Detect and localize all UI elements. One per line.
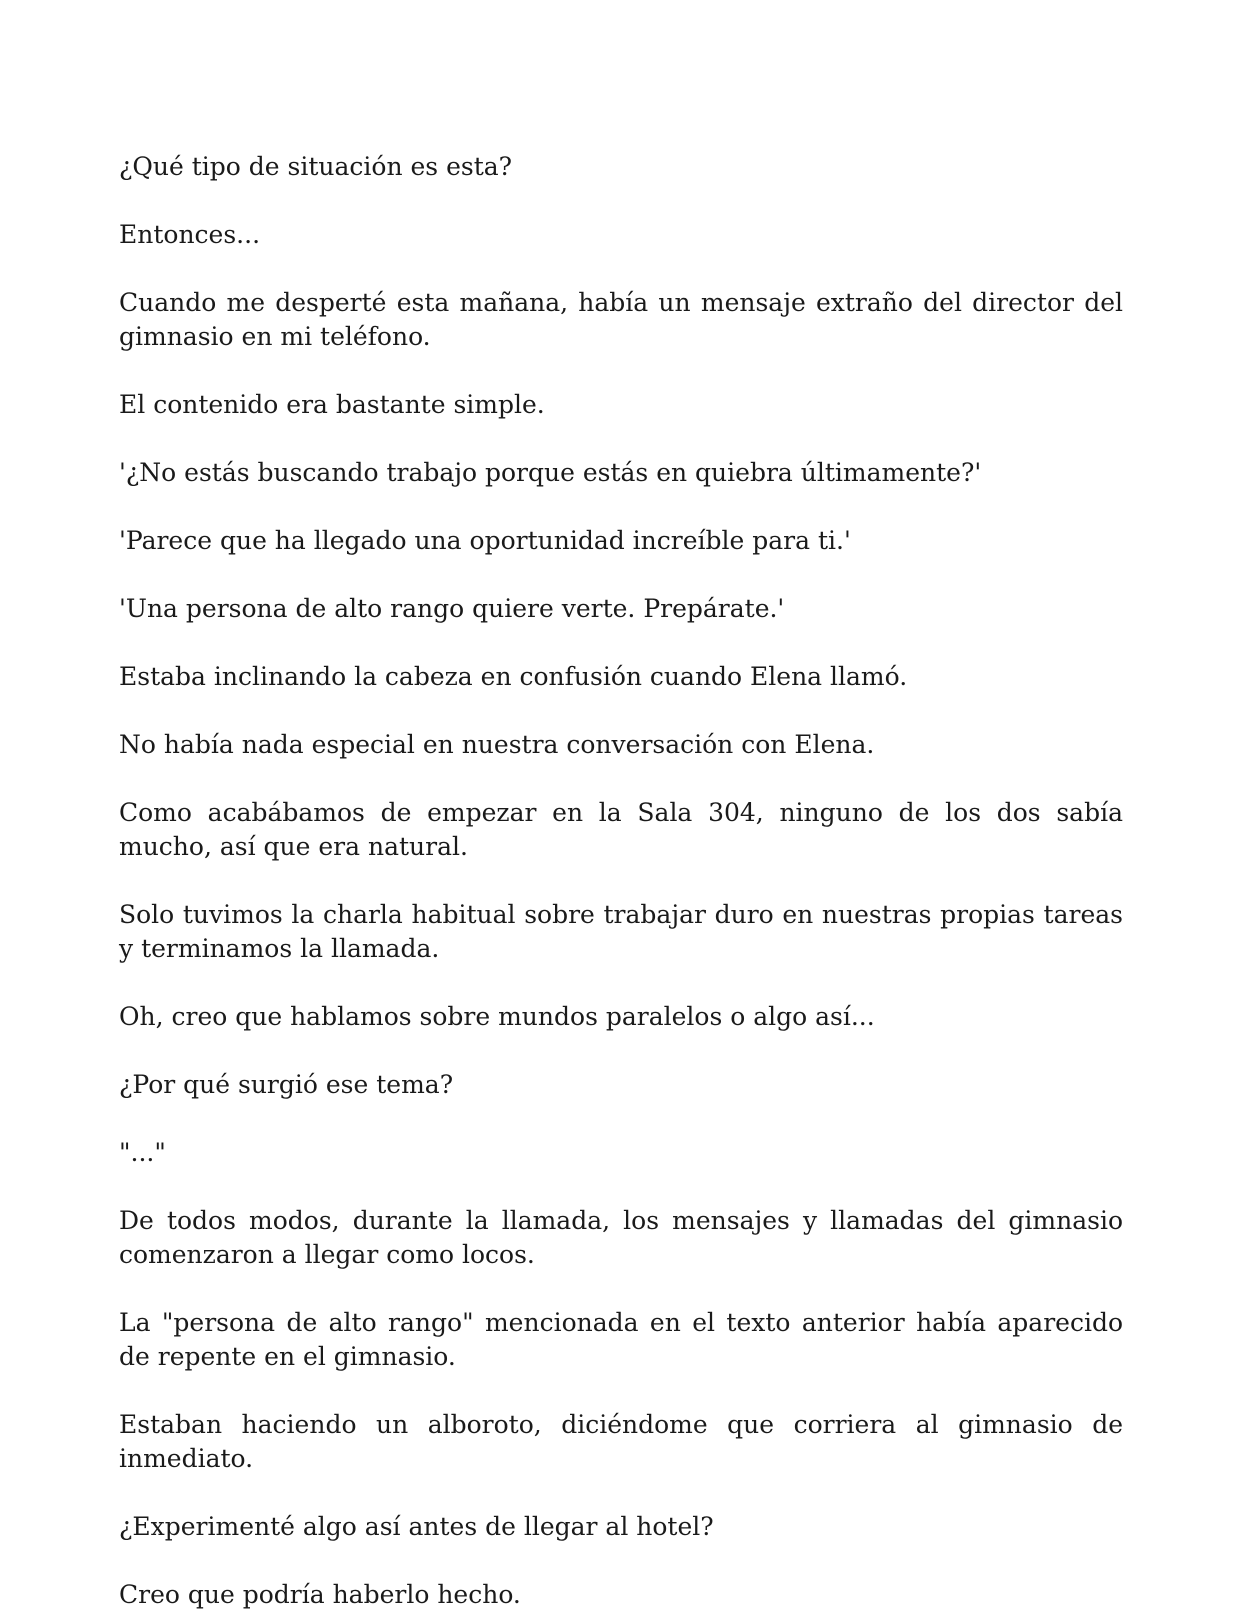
paragraph: 'Parece que ha llegado una oportunidad increíble para ti.' bbox=[119, 526, 851, 555]
document-body bbox=[119, 150, 1123, 1612]
paragraph: El contenido era bastante simple. bbox=[119, 390, 545, 419]
paragraph: Estaba inclinando la cabeza en confusión cuando Elena llamó. bbox=[119, 662, 908, 691]
paragraph: Entonces... bbox=[119, 220, 261, 249]
paragraph: De todos modos, durante la llamada, los mensajes y llamadas del gimnasio comenzaron a llegar como locos. bbox=[119, 1206, 1123, 1269]
paragraph: ¿Experimenté algo así antes de llegar al hotel? bbox=[119, 1512, 714, 1541]
paragraph: 'Una persona de alto rango quiere verte. Prepárate.' bbox=[119, 594, 785, 623]
paragraph: Cuando me desperté esta mañana, había un mensaje extraño del director del gimnasio en mi teléfono. bbox=[119, 288, 1123, 351]
paragraph: ¿Por qué surgió ese tema? bbox=[119, 1070, 454, 1099]
paragraph: Creo que podría haberlo hecho. bbox=[119, 1580, 521, 1609]
paragraph: Solo tuvimos la charla habitual sobre trabajar duro en nuestras propias tareas y terminamos la llamada. bbox=[119, 900, 1123, 963]
paragraph: Como acabábamos de empezar en la Sala 304, ninguno de los dos sabía mucho, así que era natural. bbox=[119, 798, 1123, 861]
paragraph: ¿Qué tipo de situación es esta? bbox=[119, 152, 513, 181]
paragraph: No había nada especial en nuestra conversación con Elena. bbox=[119, 730, 875, 759]
paragraph: Estaban haciendo un alboroto, diciéndome que corriera al gimnasio de inmediato. bbox=[119, 1410, 1123, 1473]
paragraph: Oh, creo que hablamos sobre mundos paralelos o algo así... bbox=[119, 1002, 875, 1031]
paragraph: "..." bbox=[119, 1138, 166, 1167]
paragraph: '¿No estás buscando trabajo porque estás en quiebra últimamente?' bbox=[119, 458, 982, 487]
paragraph: La "persona de alto rango" mencionada en el texto anterior había aparecido de repente en el gimnasio. bbox=[119, 1308, 1123, 1371]
